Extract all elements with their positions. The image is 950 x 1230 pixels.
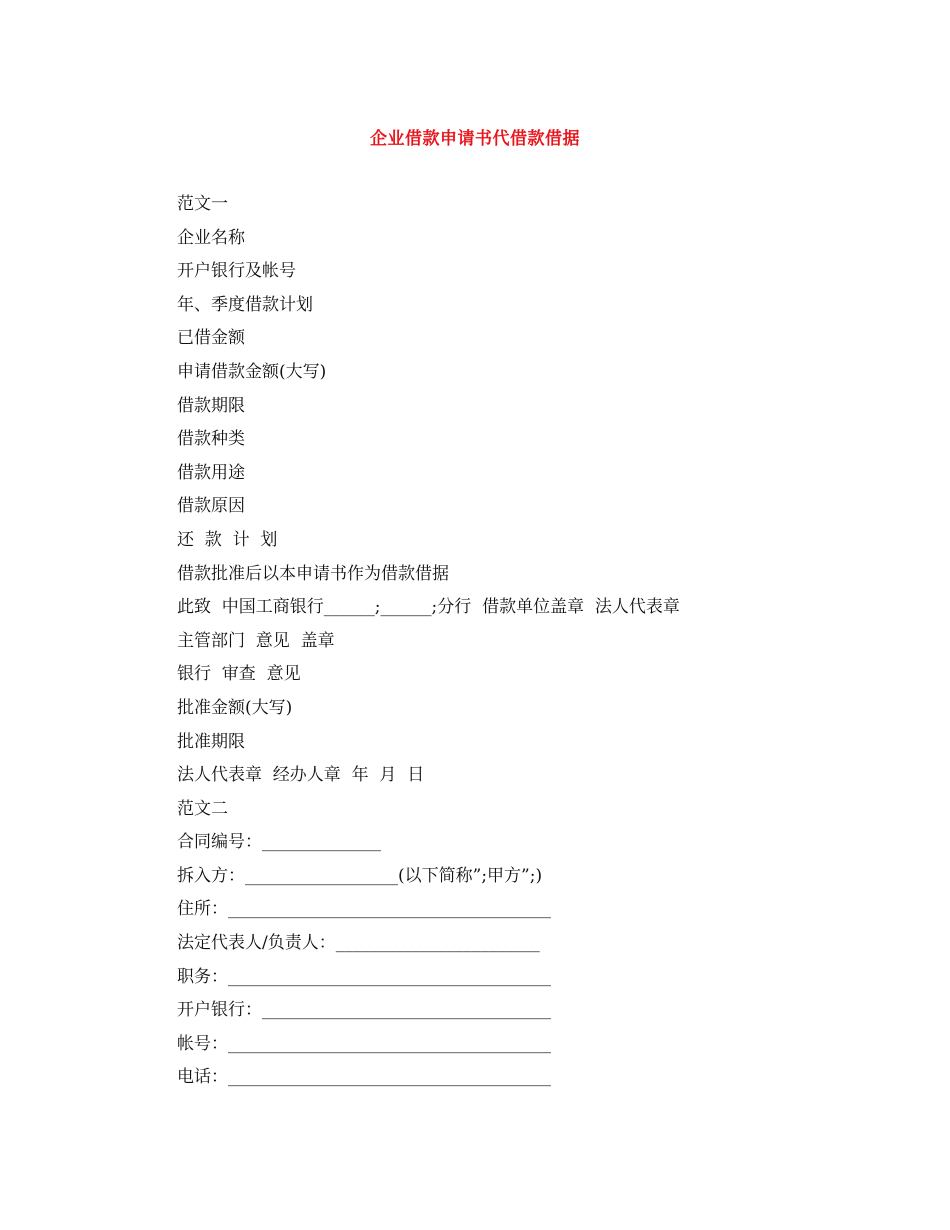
document-title: 企业借款申请书代借款借据 [370, 129, 580, 149]
field-approved-term: 批准期限 [177, 731, 245, 752]
field-opening-bank: 开户银行：__________________________________ [177, 1000, 551, 1021]
field-approved-amount: 批准金额(大写) [177, 697, 293, 718]
field-borrower-party: 拆入方：__________________(以下简称”;甲方”;) [177, 865, 543, 886]
field-account-number: 帐号：______________________________________ [177, 1033, 551, 1054]
field-legal-representative: 法定代表人/负责人：________________________ [177, 933, 540, 954]
text-addressee-signatures: 此致 中国工商银行______;______;分行 借款单位盖章 法人代表章 [177, 597, 680, 618]
field-requested-amount: 申请借款金额(大写) [177, 361, 327, 382]
field-company-name: 企业名称 [177, 227, 245, 248]
document-body [177, 188, 877, 1095]
section-heading-sample-1: 范文一 [177, 194, 228, 214]
field-bank-account: 开户银行及帐号 [177, 261, 296, 282]
field-repayment-plan: 还 款 计 划 [177, 529, 278, 550]
field-phone: 电话：______________________________________ [177, 1067, 551, 1088]
text-approval-note: 借款批准后以本申请书作为借款借据 [177, 563, 449, 584]
text-department-opinion: 主管部门 意见 盖章 [177, 630, 335, 651]
section-heading-sample-2: 范文二 [177, 798, 228, 819]
field-contract-number: 合同编号：______________ [177, 832, 381, 853]
field-position: 职务：______________________________________ [177, 966, 551, 987]
text-bank-review: 银行 审查 意见 [177, 664, 301, 685]
field-loan-plan: 年、季度借款计划 [177, 294, 313, 315]
text-signature-date: 法人代表章 经办人章 年 月 日 [177, 765, 425, 786]
field-loan-term: 借款期限 [177, 395, 245, 416]
field-loan-reason: 借款原因 [177, 496, 245, 517]
field-borrowed-amount: 已借金额 [177, 328, 245, 349]
field-address: 住所：______________________________________ [177, 899, 551, 920]
field-loan-purpose: 借款用途 [177, 462, 245, 483]
field-loan-type: 借款种类 [177, 429, 245, 450]
